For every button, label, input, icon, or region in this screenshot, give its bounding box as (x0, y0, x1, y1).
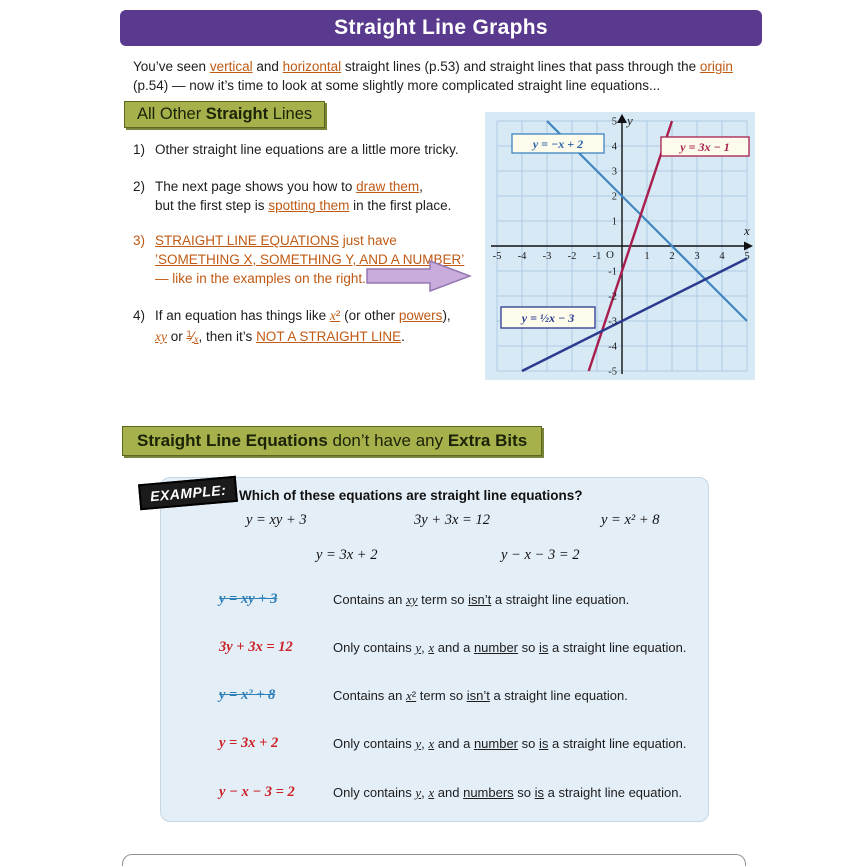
text-segment: , then it’s (198, 328, 257, 344)
text-segment: All Other (137, 105, 206, 123)
text-segment: isn’t (466, 688, 490, 703)
text-segment: If an equation has things like (155, 308, 330, 323)
text-segment: a straight line equation. (491, 592, 630, 607)
text-segment: don’t have any (327, 431, 448, 450)
text-segment: Straight (205, 105, 269, 123)
text-segment: or (166, 328, 187, 344)
text-segment: y (415, 736, 422, 751)
example-equation: y = 3x + 2 (316, 547, 378, 563)
svg-text:1: 1 (611, 216, 617, 228)
text-segment: numbers (463, 785, 514, 800)
text-segment: , (419, 179, 423, 194)
svg-text:2: 2 (669, 251, 675, 262)
text-segment: You’ve seen (133, 59, 210, 74)
item-number: 2) (133, 179, 146, 194)
text-segment: vertical (209, 59, 253, 74)
result-explanation (333, 785, 682, 801)
page-title: Straight Line Graphs (120, 10, 762, 46)
text-segment: and (434, 785, 464, 800)
text-segment: (or other (340, 308, 399, 323)
line-label-crimson (661, 137, 749, 156)
example-question: Which of these equations are straight line equations? (239, 488, 583, 503)
text-segment: term so (417, 592, 469, 607)
list-item-1 (133, 140, 459, 159)
svg-text:-5: -5 (608, 366, 617, 378)
text-segment: straight lines (p.53) and straight lines that pass through the (341, 59, 700, 74)
text-segment: (p.54) — now it’s time to look at some slightly more complicated straight line equations... (133, 78, 661, 93)
text-segment: x (428, 785, 435, 800)
text-segment: Only contains (333, 640, 416, 655)
svg-text:y = 3x − 1: y = 3x − 1 (680, 140, 730, 154)
line-label-navy (501, 307, 595, 328)
right-arrow-icon (366, 259, 472, 293)
y-axis-label: y (627, 113, 633, 128)
text-segment: Other straight line equations are a little more tricky. (155, 142, 459, 157)
next-section-box-edge (122, 854, 746, 866)
text-segment: STRAIGHT LINE EQUATIONS (155, 233, 340, 248)
text-segment: Only contains (333, 736, 416, 751)
svg-text:5: 5 (744, 251, 750, 262)
svg-text:y = −x + 2: y = −x + 2 (532, 137, 584, 151)
text-segment: x (329, 308, 336, 323)
example-label: EXAMPLE: (138, 476, 238, 510)
list-item-4 (133, 306, 451, 349)
text-segment: xy (155, 328, 167, 344)
text-segment: — like in the examples on the right. (155, 271, 366, 286)
text-segment: 1 (186, 329, 192, 340)
text-segment: Only contains (333, 785, 416, 800)
text-segment: a straight line equation. (489, 688, 628, 703)
text-segment: spotting them (268, 198, 350, 213)
text-segment: ⁄ (191, 328, 195, 344)
svg-text:1: 1 (644, 251, 650, 262)
text-segment: draw them (356, 179, 420, 194)
origin-label: O (606, 249, 614, 261)
list-item-2 (133, 177, 451, 215)
svg-text:-4: -4 (608, 341, 617, 353)
svg-text:3: 3 (694, 251, 700, 262)
text-segment: , (421, 736, 429, 751)
svg-text:2: 2 (611, 191, 617, 203)
text-segment: and a (434, 640, 474, 655)
result-explanation (333, 592, 629, 608)
text-segment: so (513, 785, 535, 800)
text-segment: is (538, 640, 549, 655)
text-segment: number (473, 736, 519, 751)
text-segment: y (415, 640, 422, 655)
svg-text:y = ½x − 3: y = ½x − 3 (521, 311, 575, 325)
line-label-blue (512, 134, 604, 153)
text-segment: , (421, 785, 429, 800)
section-heading-straight-line-equations (122, 426, 542, 456)
text-segment: so (518, 640, 539, 655)
text-segment: The next page shows you how to (155, 179, 357, 194)
example-equation: 3y + 3x = 12 (414, 512, 490, 528)
svg-text:-2: -2 (567, 251, 577, 262)
item-number: 1) (133, 142, 146, 157)
text-segment: origin (699, 59, 733, 74)
text-segment: Contains an (333, 688, 406, 703)
text-segment: in the first place. (349, 198, 452, 213)
svg-text:4: 4 (611, 141, 617, 153)
svg-text:-3: -3 (608, 316, 617, 328)
svg-text:4: 4 (719, 251, 725, 262)
text-segment: Lines (268, 105, 313, 123)
text-segment: x (428, 736, 435, 751)
svg-text:3: 3 (611, 166, 617, 178)
text-segment: and a (434, 736, 474, 751)
result-equation: y = xy + 3 (219, 591, 278, 607)
text-segment: , (421, 640, 429, 655)
text-segment: a straight line equation. (548, 736, 687, 751)
item-text (155, 177, 451, 215)
text-segment: powers (398, 308, 443, 323)
text-segment: NOT A STRAIGHT LINE (256, 328, 402, 344)
graph-svg (485, 112, 755, 380)
text-segment: x (428, 640, 435, 655)
result-explanation (333, 640, 686, 656)
result-equation: y = 3x + 2 (219, 735, 279, 751)
text-segment: a straight line equation. (544, 785, 683, 800)
text-segment: horizontal (282, 59, 342, 74)
coordinate-graph (485, 112, 755, 385)
item-text (155, 140, 459, 159)
text-segment: so (518, 736, 539, 751)
text-segment: Straight Line Equations (137, 431, 328, 450)
result-explanation (333, 688, 628, 704)
example-box (149, 477, 709, 822)
svg-text:-3: -3 (542, 251, 552, 262)
text-segment: Extra Bits (447, 431, 528, 450)
x-axis-label: x (744, 223, 750, 238)
svg-text:-1: -1 (608, 266, 617, 278)
text-segment: but the first step is (155, 198, 269, 213)
example-equation: y = xy + 3 (246, 512, 307, 528)
item-text (155, 306, 451, 349)
text-segment: is (538, 736, 549, 751)
text-segment: a straight line equation. (548, 640, 687, 655)
result-explanation (333, 736, 686, 752)
svg-text:-2: -2 (608, 291, 617, 303)
svg-text:-5: -5 (492, 251, 502, 262)
result-equation: y = x² + 8 (219, 687, 276, 703)
text-segment: xy (406, 592, 418, 607)
svg-text:5: 5 (611, 116, 617, 128)
text-segment: . (401, 328, 405, 344)
text-segment: number (473, 640, 519, 655)
text-segment: and (252, 59, 283, 74)
result-equation: 3y + 3x = 12 (219, 639, 293, 655)
item-number: 4) (133, 308, 146, 323)
text-segment: isn’t (468, 592, 492, 607)
text-segment: just have (339, 233, 397, 248)
text-segment: Contains an (333, 592, 406, 607)
svg-text:-4: -4 (517, 251, 527, 262)
item-number: 3) (133, 233, 146, 248)
text-segment: term so (416, 688, 467, 703)
text-segment: y (415, 785, 422, 800)
text-segment: ’SOMETHING X, SOMETHING Y, AND A NUMBER’ (155, 252, 465, 267)
intro-paragraph (133, 57, 755, 95)
section-heading-all-other-straight-lines (124, 101, 325, 128)
text-segment: x (194, 334, 199, 346)
text-segment: ² (411, 688, 417, 703)
example-equation: y − x − 3 = 2 (501, 547, 580, 563)
result-equation: y − x − 3 = 2 (219, 784, 295, 800)
text-segment: is (534, 785, 545, 800)
text-segment: ² (335, 308, 341, 323)
svg-text:-1: -1 (592, 251, 602, 262)
example-equation: y = x² + 8 (601, 512, 660, 528)
text-segment: x (406, 688, 412, 703)
text-segment: ), (442, 308, 451, 323)
